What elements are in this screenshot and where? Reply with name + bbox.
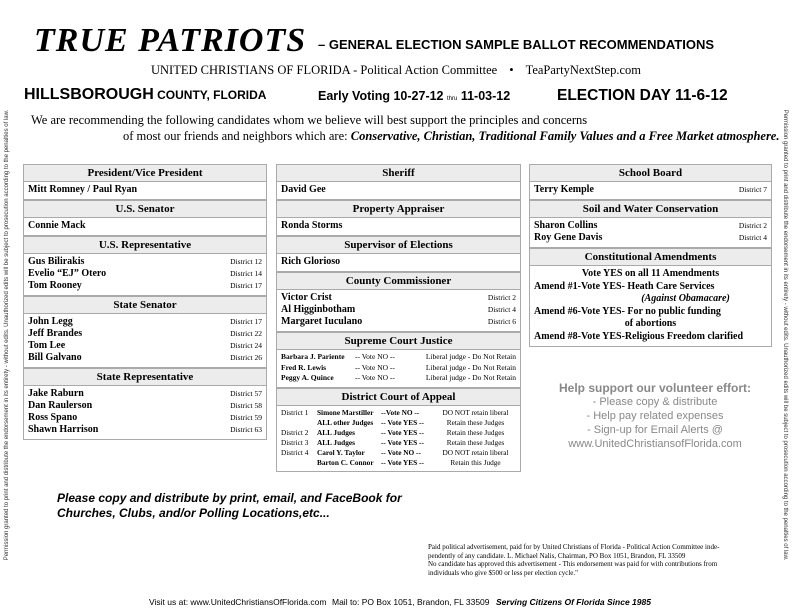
judge-note: Liberal judge - Do Not Retain bbox=[425, 352, 516, 361]
candidate-name: Connie Mack bbox=[28, 220, 86, 231]
candidate-name: Sharon Collins bbox=[534, 220, 598, 231]
section-title: Supreme Court Justice bbox=[277, 333, 520, 350]
judge-name: Simone Marstiller bbox=[317, 407, 374, 417]
candidate-name: Terry Kemple bbox=[534, 184, 594, 195]
candidate-row bbox=[534, 184, 767, 196]
candidate-row bbox=[281, 220, 516, 232]
district-label: District 7 bbox=[738, 185, 767, 194]
intro-line-1: We are recommending the following candidates whom we believe will best support the principles and concerns bbox=[31, 113, 588, 127]
candidate-name: Tom Lee bbox=[28, 340, 66, 351]
amendment-line: Vote YES on all 11 Amendments bbox=[581, 268, 720, 279]
candidate-row bbox=[28, 256, 262, 268]
help-link[interactable]: www.UnitedChristiansofFlorida.com bbox=[568, 438, 742, 450]
amendment-line: Amend #8-Vote YES-Religious Freedom clarified bbox=[534, 330, 744, 342]
section-title: County Commissioner bbox=[277, 273, 520, 290]
section-us-senator bbox=[23, 200, 267, 236]
disclaimer-line: Paid political advertisement, paid for by United Christians of Florida - Political Action Committee inde- bbox=[428, 543, 720, 551]
column-local-amendments bbox=[529, 164, 772, 347]
judge-note: DO NOT retain liberal bbox=[442, 407, 509, 417]
section-title: Soil and Water Conservation bbox=[530, 201, 771, 218]
help-item: - Help pay related expenses bbox=[586, 410, 724, 422]
copy-distribute-note: Please copy and distribute by print, email, and FaceBook for Churches, Clubs, and/or Polling Locations,etc... bbox=[57, 491, 402, 520]
early-voting-end: 11-03-12 bbox=[457, 89, 511, 103]
side-permission-left: Permission granted to print and distribute the endorsement in its entirety - without edits. Unauthorized edits will be subject to prosecution according to the penalties of law. bbox=[4, 109, 10, 561]
section-title: Supervisor of Elections bbox=[277, 237, 520, 254]
judge-note: Retain this Judge bbox=[450, 457, 501, 467]
intro-plain: of most our friends and neighbors which are: bbox=[123, 129, 351, 143]
candidate-name: Bill Galvano bbox=[28, 352, 82, 363]
candidate-name: Victor Crist bbox=[281, 292, 332, 303]
page-title: TRUE PATRIOTS bbox=[34, 22, 307, 59]
vote-label: -- Vote YES -- bbox=[381, 457, 424, 467]
early-voting bbox=[318, 89, 510, 103]
section-title: Sheriff bbox=[277, 165, 520, 182]
org-line bbox=[0, 63, 792, 78]
candidate-name: John Legg bbox=[28, 316, 73, 327]
section-president bbox=[23, 164, 267, 200]
intro-emphasis: Conservative, Christian, Traditional Family Values and a Free Market atmosphere. bbox=[350, 129, 780, 143]
judge-name: Barton C. Connor bbox=[317, 457, 374, 467]
section-title: State Representative bbox=[24, 369, 266, 386]
district-label bbox=[281, 418, 317, 428]
candidate-row bbox=[28, 388, 262, 400]
disclaimer-line: pendently of any candidate. L. Michael Nalis, Chairman, PO Box 1051, Brandon, FL 33509 bbox=[428, 551, 686, 560]
section-title: President/Vice President bbox=[24, 165, 266, 182]
county-name: HILLSBOROUGH bbox=[24, 86, 154, 103]
district-label: District 22 bbox=[230, 329, 262, 338]
appeal-row bbox=[281, 418, 516, 428]
amendment-line: Amend #6-Vote YES- For no public funding bbox=[534, 305, 721, 317]
early-voting-thru: thru bbox=[447, 96, 458, 102]
judge-name: ALL Judges bbox=[317, 427, 355, 437]
vote-label: -- Vote NO -- bbox=[355, 373, 395, 382]
candidate-name: Jake Raburn bbox=[28, 388, 84, 399]
appeal-row bbox=[281, 408, 516, 418]
candidate-row bbox=[534, 232, 767, 244]
section-property-appraiser bbox=[276, 200, 521, 236]
election-day: ELECTION DAY 11-6-12 bbox=[557, 87, 728, 104]
section-supreme-court bbox=[276, 332, 521, 388]
district-label: District 4 bbox=[738, 233, 767, 242]
candidate-name: Ross Spano bbox=[28, 412, 78, 423]
candidate-name: Jeff Brandes bbox=[28, 328, 83, 339]
footer-tagline: Serving Citizens Of Florida Since 1985 bbox=[496, 597, 651, 607]
amendment-line: Amend #1-Vote YES- Heath Care Services bbox=[534, 280, 715, 292]
judge-note: DO NOT retain liberal bbox=[442, 447, 509, 457]
judge-note: Liberal judge - Do Not Retain bbox=[425, 373, 516, 382]
help-item: - Sign-up for Email Alerts @ bbox=[587, 424, 723, 436]
section-state-representative bbox=[23, 368, 267, 440]
candidate-name: Gus Bilirakis bbox=[28, 256, 85, 267]
candidate-row bbox=[281, 256, 516, 268]
candidate-row bbox=[28, 328, 262, 340]
section-title: State Senator bbox=[24, 297, 266, 314]
candidate-row bbox=[28, 184, 262, 196]
candidate-row bbox=[28, 220, 262, 232]
candidate-row bbox=[28, 400, 262, 412]
district-label: District 2 bbox=[281, 427, 309, 437]
candidate-name: Ronda Storms bbox=[281, 220, 343, 231]
vote-label: -- Vote NO -- bbox=[381, 447, 421, 457]
candidate-row bbox=[281, 292, 516, 304]
candidate-row bbox=[28, 316, 262, 328]
vote-label: -- Vote NO -- bbox=[355, 352, 395, 361]
intro-line-2 bbox=[123, 129, 779, 144]
section-title: Property Appraiser bbox=[277, 201, 520, 218]
candidate-name: Rich Glorioso bbox=[281, 256, 341, 267]
candidate-name: Margaret Iuculano bbox=[281, 316, 363, 327]
candidate-row bbox=[281, 184, 516, 196]
section-title: School Board bbox=[530, 165, 771, 182]
section-school-board bbox=[529, 164, 772, 200]
candidate-row bbox=[28, 280, 262, 292]
judge-name: Carol Y. Taylor bbox=[317, 447, 365, 457]
judge-name: Fred R. Lewis bbox=[281, 362, 327, 372]
candidate-name: Roy Gene Davis bbox=[534, 232, 603, 243]
district-label: District 6 bbox=[487, 317, 516, 326]
footer-website[interactable]: Visit us at: www.UnitedChristiansOfFlorida.com bbox=[149, 597, 327, 607]
candidate-name: Shawn Harrison bbox=[28, 424, 99, 435]
amendment-line: (Against Obamacare) bbox=[641, 293, 730, 304]
section-title: U.S. Representative bbox=[24, 237, 266, 254]
candidate-name: Al Higginbotham bbox=[281, 304, 356, 315]
column-federal-state bbox=[23, 164, 267, 440]
candidate-row bbox=[281, 304, 516, 316]
amendment-line: of abortions bbox=[624, 318, 677, 329]
section-supervisor-elections bbox=[276, 236, 521, 272]
candidate-row bbox=[28, 352, 262, 364]
appeal-row bbox=[281, 448, 516, 458]
column-county-judicial bbox=[276, 164, 521, 472]
judge-name: Barbara J. Pariente bbox=[281, 352, 345, 361]
district-label: District 4 bbox=[281, 447, 309, 457]
judge-name: Peggy A. Quince bbox=[281, 373, 334, 382]
judge-name: ALL other Judges bbox=[317, 417, 374, 427]
early-voting-start: Early Voting 10-27-12 bbox=[318, 89, 447, 103]
district-label: District 1 bbox=[281, 407, 309, 417]
candidate-row bbox=[281, 316, 516, 328]
org-site: TeaPartyNextStep.com bbox=[525, 63, 641, 77]
candidate-row bbox=[28, 268, 262, 280]
district-label: District 59 bbox=[230, 413, 262, 422]
section-title: U.S. Senator bbox=[24, 201, 266, 218]
county-heading bbox=[24, 86, 266, 104]
candidate-row bbox=[28, 340, 262, 352]
judge-name: ALL Judges bbox=[317, 437, 355, 447]
district-label: District 14 bbox=[230, 269, 262, 278]
vote-label: -- Vote NO -- bbox=[355, 362, 395, 372]
district-label: District 17 bbox=[230, 281, 262, 290]
section-constitutional-amendments bbox=[529, 248, 772, 347]
help-title: Help support our volunteer effort: bbox=[559, 381, 751, 395]
section-title: District Court of Appeal bbox=[277, 389, 520, 406]
help-item: - Please copy & distribute bbox=[592, 396, 718, 408]
judge-note: Retain these Judges bbox=[446, 437, 505, 447]
county-state: COUNTY, FLORIDA bbox=[153, 88, 267, 102]
candidate-name: David Gee bbox=[281, 184, 326, 195]
district-label bbox=[281, 458, 317, 468]
judge-row bbox=[281, 363, 516, 374]
district-label: District 2 bbox=[738, 221, 767, 230]
appeal-row bbox=[281, 428, 516, 438]
org-name: UNITED CHRISTIANS OF FLORIDA - Political Action Committee bbox=[151, 63, 498, 77]
district-label: District 17 bbox=[230, 317, 262, 326]
section-title: Constitutional Amendments bbox=[530, 249, 771, 266]
disclaimer-line: individuals who give $500 or less per election cycle." bbox=[428, 568, 579, 577]
section-us-representative bbox=[23, 236, 267, 296]
district-label: District 12 bbox=[230, 257, 262, 266]
footer-mail: Mail to: PO Box 1051, Brandon, FL 33509 bbox=[332, 597, 490, 607]
district-label: District 26 bbox=[230, 353, 262, 362]
district-label: District 4 bbox=[487, 305, 516, 314]
page-subtitle: – GENERAL ELECTION SAMPLE BALLOT RECOMMENDATIONS bbox=[318, 37, 715, 52]
candidate-row bbox=[534, 220, 767, 232]
vote-label: --Vote NO -- bbox=[381, 407, 420, 417]
vote-label: -- Vote YES -- bbox=[381, 437, 424, 447]
appeal-row bbox=[281, 458, 516, 468]
vote-label: -- Vote YES -- bbox=[381, 427, 424, 437]
candidate-row bbox=[28, 424, 262, 436]
section-state-senator bbox=[23, 296, 267, 368]
candidate-name: Tom Rooney bbox=[28, 280, 82, 291]
vote-label: -- Vote YES -- bbox=[381, 417, 424, 427]
section-soil-water bbox=[529, 200, 772, 248]
candidate-row bbox=[28, 412, 262, 424]
candidate-name: Mitt Romney / Paul Ryan bbox=[28, 184, 138, 195]
bullet-separator: • bbox=[509, 63, 514, 77]
judge-note: Retain these Judges bbox=[446, 417, 505, 427]
judge-note: Retain these Judges bbox=[446, 427, 505, 437]
section-sheriff bbox=[276, 164, 521, 200]
district-label: District 63 bbox=[230, 425, 262, 434]
candidate-name: Dan Raulerson bbox=[28, 400, 93, 411]
section-county-commissioner bbox=[276, 272, 521, 332]
help-support-box bbox=[545, 381, 765, 451]
appeal-row bbox=[281, 438, 516, 448]
side-permission-right: Permission granted to print and distribute the endorsement in its entirety - without edits. Unauthorized edits will be subject to prosecution according to the penalties of law. bbox=[782, 109, 788, 561]
judge-note: Liberal judge - Do Not Retain bbox=[425, 362, 516, 372]
district-label: District 57 bbox=[230, 389, 262, 398]
district-label: District 58 bbox=[230, 401, 262, 410]
judge-row bbox=[281, 352, 516, 363]
district-label: District 2 bbox=[487, 293, 516, 302]
district-label: District 3 bbox=[281, 437, 309, 447]
section-district-court-appeal bbox=[276, 388, 521, 472]
district-label: District 24 bbox=[230, 341, 262, 350]
candidate-name: Evelio “EJ” Otero bbox=[28, 268, 107, 279]
disclaimer-line: No candidate has approved this advertisement - This endorsement was paid for with contributions from bbox=[428, 560, 718, 569]
disclaimer bbox=[428, 543, 773, 577]
judge-row bbox=[281, 373, 516, 384]
